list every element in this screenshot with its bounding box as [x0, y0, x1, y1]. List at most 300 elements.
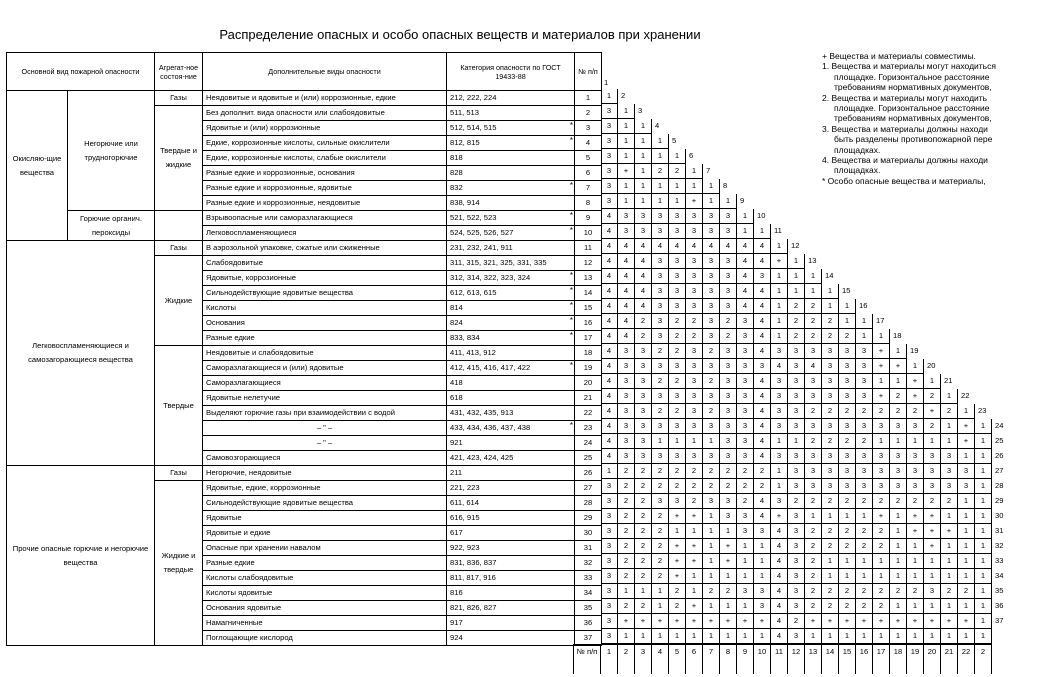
matrix-cell: 4	[754, 404, 771, 419]
row-category: 431, 432, 435, 913	[447, 406, 575, 421]
matrix-cell: 1	[975, 614, 992, 629]
diagonal-number: 33	[995, 556, 1004, 565]
matrix-cell: +	[958, 434, 975, 449]
matrix-cell: 1	[601, 89, 618, 104]
row-category: 418	[447, 376, 575, 391]
matrix-cell: 1	[975, 524, 992, 539]
matrix-cell: 1	[890, 554, 907, 569]
matrix-cell: 3	[703, 224, 720, 239]
matrix-cell: 1	[907, 629, 924, 644]
row-category: 611, 614	[447, 496, 575, 511]
matrix-cell: 2	[873, 524, 890, 539]
matrix-cell: 1	[941, 389, 958, 404]
matrix-cell: 2	[635, 524, 652, 539]
matrix-cell: 2	[618, 539, 635, 554]
matrix-cell: 3	[618, 344, 635, 359]
row-number: 29	[575, 511, 602, 526]
matrix-cell: 4	[601, 209, 618, 224]
matrix-cell: 1	[873, 569, 890, 584]
matrix-cell: 3	[703, 299, 720, 314]
matrix-cell: 3	[703, 269, 720, 284]
matrix-cell: 3	[720, 419, 737, 434]
matrix-cell: 4	[771, 599, 788, 614]
matrix-cell: 4	[686, 239, 703, 254]
matrix-cell: +	[941, 524, 958, 539]
matrix-cell: 3	[907, 419, 924, 434]
diagonal-number: 36	[995, 601, 1004, 610]
matrix-cell: 1	[873, 329, 890, 344]
matrix-cell: 2	[788, 314, 805, 329]
matrix-cell: 3	[873, 464, 890, 479]
matrix-cell: 1	[686, 629, 703, 644]
matrix-cell: 1	[975, 599, 992, 614]
matrix-cell: 3	[839, 419, 856, 434]
matrix-cell: 2	[635, 494, 652, 509]
matrix-cell: 1	[856, 629, 873, 644]
matrix-cell: 2	[805, 434, 822, 449]
matrix-cell: 3	[686, 389, 703, 404]
matrix-cell: 1	[652, 134, 669, 149]
matrix-cell: 1	[635, 629, 652, 644]
row-number: 31	[575, 541, 602, 556]
matrix-cell: +	[873, 614, 890, 629]
matrix-cell: 3	[635, 344, 652, 359]
matrix-cell: 3	[720, 209, 737, 224]
matrix-cell: 3	[737, 419, 754, 434]
matrix-cell: 4	[652, 239, 669, 254]
matrix-cell: 4	[805, 359, 822, 374]
matrix-cell: 1	[788, 269, 805, 284]
matrix-cell: 1	[890, 629, 907, 644]
matrix-cell: 2	[907, 584, 924, 599]
matrix-cell: 2	[805, 404, 822, 419]
row-description: В аэрозольной упаковке, сжатые или сжиженные	[203, 241, 447, 256]
diagonal-number: 20	[927, 361, 936, 370]
row-category: 812, 815 *	[447, 136, 575, 151]
matrix-cell: 1	[822, 509, 839, 524]
matrix-cell: 1	[788, 254, 805, 269]
row-category: 922, 923	[447, 541, 575, 556]
matrix-cell: 2	[941, 404, 958, 419]
matrix-cell: 4	[737, 299, 754, 314]
matrix-cell: 1	[975, 419, 992, 434]
row-category: 618	[447, 391, 575, 406]
bottom-col-number: 6	[686, 644, 703, 674]
matrix-cell: 2	[822, 524, 839, 539]
matrix-cell: 3	[873, 449, 890, 464]
matrix-cell: 1	[958, 599, 975, 614]
row-category: 221, 223	[447, 481, 575, 496]
row-category: 211	[447, 466, 575, 481]
matrix-cell: +	[720, 539, 737, 554]
row-category: 838, 914	[447, 196, 575, 211]
matrix-cell: 3	[890, 479, 907, 494]
matrix-cell: 2	[805, 299, 822, 314]
matrix-cell: 1	[958, 539, 975, 554]
matrix-cell: 3	[856, 374, 873, 389]
matrix-cell: 3	[805, 449, 822, 464]
matrix-cell: 3	[720, 224, 737, 239]
matrix-cell: 4	[737, 254, 754, 269]
header-main-type: Основной вид пожарной опасности	[7, 53, 155, 91]
matrix-cell: 4	[754, 314, 771, 329]
matrix-cell: +	[771, 254, 788, 269]
row-category: 917	[447, 616, 575, 631]
matrix-cell: 3	[907, 479, 924, 494]
matrix-cell: 3	[720, 449, 737, 464]
matrix-cell: 3	[703, 449, 720, 464]
matrix-cell: 3	[720, 389, 737, 404]
matrix-cell: 3	[601, 494, 618, 509]
row-category: 212, 222, 224	[447, 91, 575, 106]
matrix-cell: 3	[788, 569, 805, 584]
matrix-cell: 2	[618, 509, 635, 524]
state-gas: Газы	[155, 91, 203, 106]
row-number: 18	[575, 346, 602, 361]
matrix-cell: 3	[737, 344, 754, 359]
matrix-cell: 2	[839, 584, 856, 599]
matrix-cell: 1	[737, 209, 754, 224]
matrix-cell: 1	[703, 554, 720, 569]
row-category: 433, 434, 436, 437, 438 *	[447, 421, 575, 436]
matrix-cell: 2	[669, 374, 686, 389]
matrix-cell: 4	[703, 239, 720, 254]
matrix-cell: 3	[890, 449, 907, 464]
matrix-cell: 3	[652, 209, 669, 224]
matrix-cell: 4	[635, 254, 652, 269]
matrix-cell: 2	[805, 524, 822, 539]
note-line: 2. Вещества и материалы могут находить	[822, 92, 988, 103]
matrix-cell: 3	[669, 269, 686, 284]
matrix-cell: +	[669, 554, 686, 569]
note-line: площадках.	[834, 165, 881, 176]
row-description: Неядовитые и ядовитые и (или) коррозионные, едкие	[203, 91, 447, 106]
matrix-cell: 3	[839, 374, 856, 389]
row-description: Кислоты слабоядовитые	[203, 571, 447, 586]
matrix-cell: 3	[686, 284, 703, 299]
row-category: 924	[447, 631, 575, 646]
matrix-cell: 2	[703, 374, 720, 389]
matrix-cell: 3	[601, 614, 618, 629]
matrix-cell: +	[669, 509, 686, 524]
matrix-cell: 2	[822, 404, 839, 419]
bottom-col-number: 8	[720, 644, 737, 674]
matrix-cell: 4	[601, 239, 618, 254]
matrix-cell: 1	[856, 509, 873, 524]
matrix-cell: 2	[618, 494, 635, 509]
bottom-col-number: 13	[805, 644, 822, 674]
matrix-cell: 3	[635, 209, 652, 224]
matrix-cell: 3	[618, 449, 635, 464]
diagonal-number: 4	[655, 121, 660, 130]
row-number: 1	[575, 91, 602, 106]
matrix-cell: 1	[907, 539, 924, 554]
row-description: Негорючие, неядовитые	[203, 466, 447, 481]
row-category: 511, 513	[447, 106, 575, 121]
matrix-cell: 2	[822, 434, 839, 449]
row-number: 24	[575, 436, 602, 451]
matrix-cell: +	[873, 389, 890, 404]
matrix-cell: 3	[601, 194, 618, 209]
matrix-cell: 4	[669, 239, 686, 254]
header-state: Агрегат-ное состоя-ние	[155, 53, 203, 91]
matrix-cell: +	[686, 194, 703, 209]
matrix-cell: 4	[601, 449, 618, 464]
matrix-cell: 4	[601, 254, 618, 269]
row-category: 524, 525, 526, 527 *	[447, 226, 575, 241]
matrix-cell: 3	[703, 494, 720, 509]
matrix-cell: 1	[771, 434, 788, 449]
matrix-cell: 2	[805, 494, 822, 509]
matrix-cell: 3	[635, 419, 652, 434]
matrix-cell: +	[907, 524, 924, 539]
matrix-cell: 1	[771, 329, 788, 344]
header-category: Категория опасности по ГОСТ 19433-88	[447, 53, 575, 91]
row-description: Сильнодействующие ядовитые вещества	[203, 496, 447, 511]
matrix-cell: 3	[788, 554, 805, 569]
matrix-cell: 1	[686, 569, 703, 584]
matrix-cell: 3	[737, 584, 754, 599]
matrix-cell: 4	[635, 299, 652, 314]
state-liquid: Жидкие	[155, 256, 203, 346]
matrix-cell: +	[635, 614, 652, 629]
note-line: площадке. Горизонтальное расстояние	[834, 103, 990, 114]
matrix-cell: 2	[856, 539, 873, 554]
matrix-cell: 3	[788, 629, 805, 644]
matrix-cell: 1	[686, 584, 703, 599]
matrix-cell: 1	[618, 104, 635, 119]
matrix-cell: 1	[975, 539, 992, 554]
matrix-cell: 2	[873, 539, 890, 554]
bottom-col-number: 15	[839, 644, 856, 674]
matrix-cell: 1	[652, 179, 669, 194]
matrix-cell: 2	[652, 344, 669, 359]
matrix-cell: 2	[805, 329, 822, 344]
matrix-cell: 1	[686, 524, 703, 539]
row-number: 28	[575, 496, 602, 511]
row-category: 921	[447, 436, 575, 451]
matrix-cell: 1	[958, 404, 975, 419]
diagonal-number: 27	[995, 466, 1004, 475]
row-number: 33	[575, 571, 602, 586]
row-category: 617	[447, 526, 575, 541]
matrix-cell: 1	[839, 299, 856, 314]
matrix-cell: 3	[720, 494, 737, 509]
matrix-cell: 3	[754, 359, 771, 374]
row-category: 311, 315, 321, 325, 331, 335	[447, 256, 575, 271]
matrix-cell: 3	[873, 479, 890, 494]
matrix-cell: 1	[771, 239, 788, 254]
matrix-cell: 3	[618, 389, 635, 404]
row-number: 36	[575, 616, 602, 631]
bottom-col-number: 1	[601, 644, 618, 674]
matrix-cell: 2	[720, 314, 737, 329]
matrix-cell: 3	[669, 389, 686, 404]
row-number: 35	[575, 601, 602, 616]
matrix-cell: 1	[703, 524, 720, 539]
matrix-cell: 3	[635, 449, 652, 464]
matrix-cell: 1	[669, 179, 686, 194]
matrix-cell: 3	[686, 359, 703, 374]
row-description: Ядовитые нелетучие	[203, 391, 447, 406]
matrix-cell: 1	[907, 569, 924, 584]
matrix-cell: 2	[788, 329, 805, 344]
diagonal-number: 15	[842, 286, 851, 295]
diagonal-number	[992, 629, 1009, 644]
bottom-col-number: 7	[703, 644, 720, 674]
matrix-cell: 2	[652, 374, 669, 389]
matrix-cell: 1	[720, 629, 737, 644]
matrix-cell: 4	[601, 224, 618, 239]
matrix-cell: 3	[703, 419, 720, 434]
row-number: 30	[575, 526, 602, 541]
row-description: – " –	[203, 421, 447, 436]
matrix-cell: 3	[618, 419, 635, 434]
matrix-cell: 3	[941, 449, 958, 464]
matrix-cell: 1	[652, 194, 669, 209]
matrix-cell: +	[686, 539, 703, 554]
matrix-cell: 2	[822, 329, 839, 344]
matrix-cell: +	[669, 539, 686, 554]
matrix-cell: 3	[652, 284, 669, 299]
row-description: Разные едкие и коррозионные, основания	[203, 166, 447, 181]
matrix-cell: 1	[771, 479, 788, 494]
diagonal-number: 8	[723, 181, 728, 190]
matrix-cell: 3	[805, 479, 822, 494]
matrix-cell: 3	[635, 359, 652, 374]
note-line: требованиям нормативных документов,	[834, 113, 992, 124]
matrix-cell: 4	[601, 299, 618, 314]
matrix-cell: 3	[754, 524, 771, 539]
bottom-num-label: № п/п	[573, 644, 601, 674]
diagonal-number: 10	[757, 211, 766, 220]
matrix-cell: 1	[635, 164, 652, 179]
matrix-cell: 1	[618, 119, 635, 134]
matrix-cell: 3	[941, 464, 958, 479]
matrix-cell: 3	[890, 464, 907, 479]
matrix-cell: 2	[924, 419, 941, 434]
matrix-cell: 3	[618, 404, 635, 419]
row-description: Ядовитые и (или) коррозионные	[203, 121, 447, 136]
matrix-cell: 1	[771, 299, 788, 314]
matrix-cell: 1	[754, 554, 771, 569]
matrix-cell: 3	[618, 374, 635, 389]
matrix-cell: +	[771, 509, 788, 524]
matrix-cell: 4	[601, 434, 618, 449]
bottom-col-number: 5	[669, 644, 686, 674]
matrix-cell: 2	[720, 329, 737, 344]
matrix-cell: 2	[839, 434, 856, 449]
matrix-cell: +	[907, 389, 924, 404]
matrix-cell: 3	[788, 599, 805, 614]
matrix-cell: 2	[822, 494, 839, 509]
matrix-cell: 1	[856, 314, 873, 329]
matrix-cell: 2	[652, 554, 669, 569]
matrix-cell: +	[839, 614, 856, 629]
matrix-cell: 1	[618, 584, 635, 599]
matrix-cell: 2	[856, 599, 873, 614]
matrix-cell: 3	[788, 344, 805, 359]
matrix-cell: 2	[754, 479, 771, 494]
matrix-cell: 2	[856, 404, 873, 419]
matrix-cell: 3	[771, 449, 788, 464]
matrix-cell: 4	[601, 374, 618, 389]
matrix-cell: 4	[737, 239, 754, 254]
matrix-cell: 3	[856, 344, 873, 359]
state-gas: Газы	[155, 241, 203, 256]
row-number: 7	[575, 181, 602, 196]
matrix-cell: 2	[805, 584, 822, 599]
bottom-col-number: 19	[907, 644, 924, 674]
matrix-cell: +	[856, 614, 873, 629]
matrix-cell: 2	[652, 164, 669, 179]
matrix-cell: 2	[618, 524, 635, 539]
row-category: 512, 514, 515 *	[447, 121, 575, 136]
matrix-cell: 3	[788, 539, 805, 554]
matrix-cell: 3	[652, 299, 669, 314]
note-line: площадках.	[834, 144, 881, 155]
matrix-cell: 3	[635, 434, 652, 449]
matrix-cell: 3	[788, 404, 805, 419]
matrix-cell: 2	[635, 569, 652, 584]
matrix-cell: 1	[890, 509, 907, 524]
bottom-col-number: 2	[975, 644, 992, 674]
matrix-cell: 3	[669, 284, 686, 299]
matrix-cell: 3	[686, 224, 703, 239]
matrix-cell: 4	[618, 314, 635, 329]
matrix-cell: 2	[686, 494, 703, 509]
matrix-cell: 3	[856, 449, 873, 464]
matrix-cell: 1	[822, 629, 839, 644]
table-row	[7, 211, 602, 226]
matrix-cell: 2	[703, 584, 720, 599]
matrix-cell: 3	[839, 464, 856, 479]
matrix-cell: 1	[703, 629, 720, 644]
matrix-cell: +	[703, 614, 720, 629]
matrix-cell: +	[754, 614, 771, 629]
matrix-cell: 2	[618, 464, 635, 479]
matrix-cell: 3	[686, 209, 703, 224]
diagonal-number: 23	[978, 406, 987, 415]
matrix-cell: 1	[975, 464, 992, 479]
matrix-cell: 4	[754, 374, 771, 389]
page-title: Распределение опасных и особо опасных веществ и материалов при хранении	[219, 27, 701, 42]
diagonal-number: 30	[995, 511, 1004, 520]
diagonal-number: 16	[859, 301, 868, 310]
table-row	[7, 241, 602, 256]
matrix-cell: 3	[788, 419, 805, 434]
matrix-cell: 1	[941, 554, 958, 569]
matrix-cell: 3	[703, 209, 720, 224]
matrix-cell: 4	[618, 254, 635, 269]
matrix-cell: 2	[941, 494, 958, 509]
matrix-cell: 1	[737, 569, 754, 584]
matrix-cell: 1	[890, 599, 907, 614]
matrix-cell: +	[924, 509, 941, 524]
matrix-cell: 2	[856, 524, 873, 539]
matrix-cell: 1	[635, 179, 652, 194]
matrix-cell: 3	[703, 359, 720, 374]
bottom-col-number: 2	[618, 644, 635, 674]
matrix-cell: 1	[924, 374, 941, 389]
matrix-cell: 4	[601, 314, 618, 329]
matrix-cell: 2	[703, 464, 720, 479]
matrix-cell: 3	[788, 479, 805, 494]
matrix-cell: 1	[737, 629, 754, 644]
matrix-cell: 4	[771, 359, 788, 374]
matrix-cell: 1	[686, 179, 703, 194]
matrix-cell: 3	[720, 509, 737, 524]
